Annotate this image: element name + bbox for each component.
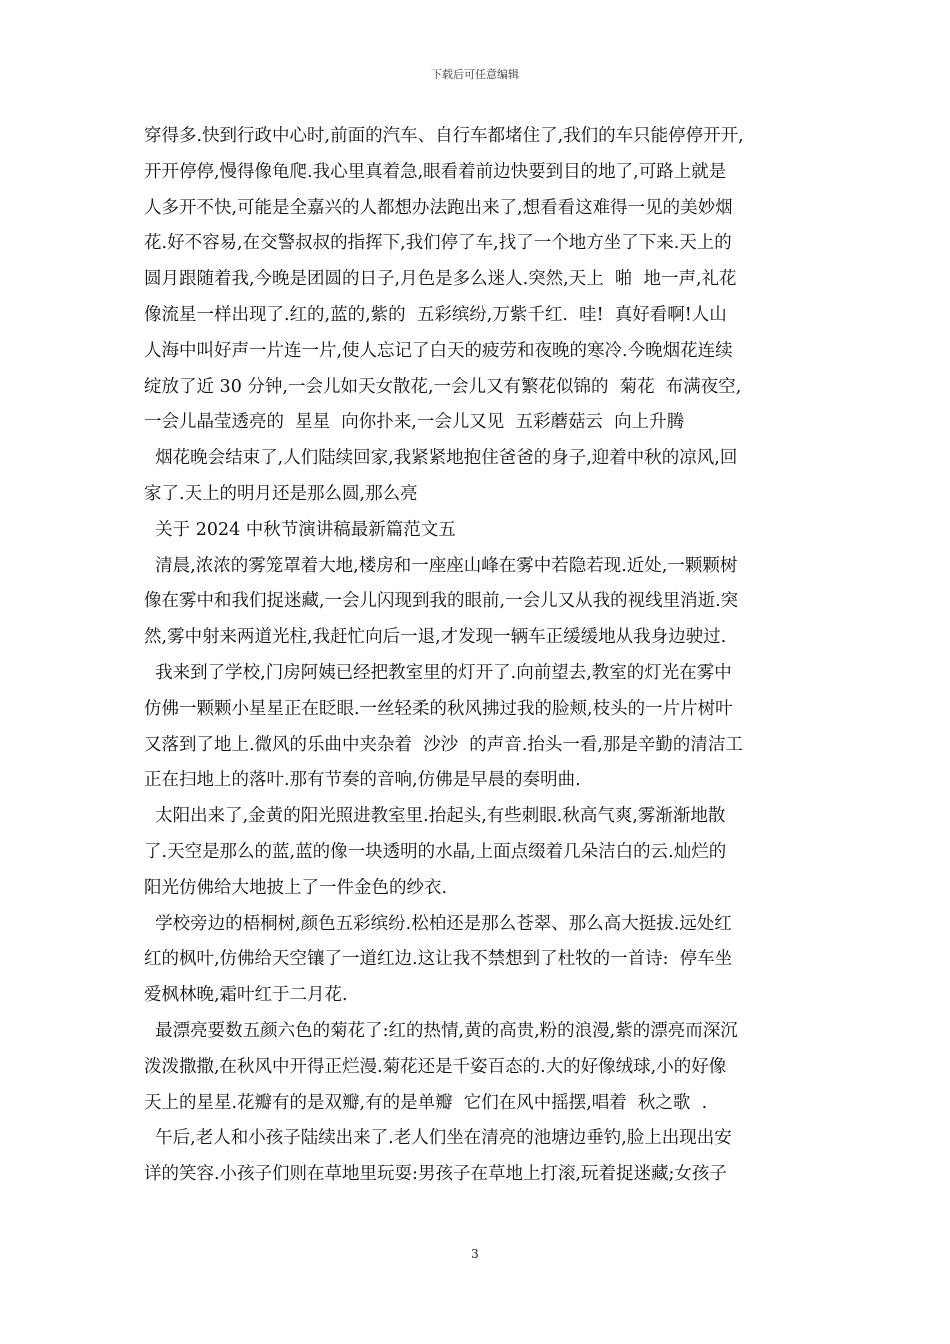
document-body — [144, 119, 810, 1193]
text-line: 正在扫地上的落叶.那有节奏的音响,仿佛是早晨的奏明曲. — [144, 770, 581, 791]
text-line: 太阳出来了,金黄的阳光照进教室里.抬起头,有些刺眼.秋高气爽,雾渐渐地散 — [144, 806, 726, 827]
text-line: 人海中叫好声一片连一片,使人忘记了白天的疲劳和夜晚的寒冷.今晚烟花连续 — [144, 340, 733, 361]
text-line: 一会儿晶莹透亮的 星星 向你扑来,一会儿又见 五彩蘑菇云 向上升腾 — [144, 412, 685, 433]
text-line: 像流星一样出现了.红的,蓝的,紫的 五彩缤纷,万紫千红. 哇! 真好看啊!人山 — [144, 304, 727, 325]
text-line: 天上的星星.花瓣有的是双瓣,有的是单瓣 它们在风中摇摆,唱着 秋之歌 . — [144, 1092, 708, 1113]
text-line: 红的枫叶,仿佛给天空镶了一道红边.这让我不禁想到了杜牧的一首诗: 停车坐 — [144, 949, 733, 970]
text-line: 最漂亮要数五颜六色的菊花了:红的热情,黄的高贵,粉的浪漫,紫的漂亮而深沉 — [144, 1020, 738, 1041]
text-line: 然,雾中射来两道光柱,我赶忙向后一退,才发现一辆车正缓缓地从我身边驶过. — [144, 627, 727, 648]
text-line: 清晨,浓浓的雾笼罩着大地,楼房和一座座山峰在雾中若隐若现.近处,一颗颗树 — [144, 555, 738, 576]
text-line: 像在雾中和我们捉迷藏,一会儿闪现到我的眼前,一会儿又从我的视线里消逝.突 — [144, 591, 739, 612]
text-line: 泼泼撒撒,在秋风中开得正烂漫.菊花还是千姿百态的.大的好像绒球,小的好像 — [144, 1056, 727, 1077]
text-line: 穿得多.快到行政中心时,前面的汽车、自行车都堵住了,我们的车只能停停开开, — [144, 126, 744, 146]
text-line: 仿佛一颗颗小星星正在眨眼.一丝轻柔的秋风拂过我的脸颊,枝头的一片片树叶 — [144, 698, 733, 719]
page-header: 下载后可任意编辑 — [431, 68, 519, 81]
text-line: 又落到了地上.微风的乐曲中夹杂着 沙沙 的声音.抬头一看,那是辛勤的清洁工 — [144, 734, 743, 755]
text-line: 详的笑容.小孩子们则在草地里玩耍:男孩子在草地上打滚,玩着捉迷藏;女孩子 — [144, 1164, 727, 1185]
text-line: 阳光仿佛给大地披上了一件金色的纱衣. — [144, 877, 448, 898]
text-line: 了.天空是那么的蓝,蓝的像一块透明的水晶,上面点缀着几朵洁白的云.灿烂的 — [144, 841, 727, 862]
text-line: 人多开不快,可能是全嘉兴的人都想办法跑出来了,想看看这难得一见的美妙烟 — [144, 197, 733, 218]
text-line: 爱枫林晚,霜叶红于二月花. — [144, 985, 348, 1006]
text-line: 午后,老人和小孩子陆续出来了.老人们坐在清亮的池塘边垂钓,脸上出现出安 — [144, 1128, 732, 1149]
text-line: 烟花晚会结束了,人们陆续回家,我紧紧地抱住爸爸的身子,迎着中秋的凉风,回 — [144, 448, 738, 469]
page-number: 3 — [471, 1247, 479, 1261]
text-line: 开开停停,慢得像龟爬.我心里真着急,眼看着前边快要到目的地了,可路上就是 — [144, 161, 727, 182]
text-line: 我来到了学校,门房阿姨已经把教室里的灯开了.向前望去,教室的灯光在雾中 — [144, 662, 732, 683]
text-line: 绽放了近 30 分钟,一会儿如天女散花,一会儿又有繁花似锦的 菊花 布满夜空, — [144, 376, 742, 397]
text-line: 家了.天上的明月还是那么圆,那么亮 — [144, 483, 418, 504]
text-line: 圆月跟随着我,今晚是团圆的日子,月色是多么迷人.突然,天上 啪 地一声,礼花 — [144, 269, 737, 290]
text-line: 学校旁边的梧桐树,颜色五彩缤纷.松柏还是那么苍翠、那么高大挺拔.远处红 — [144, 913, 732, 934]
text-line: 花.好不容易,在交警叔叔的指挥下,我们停了车,找了一个地方坐了下来.天上的 — [144, 233, 732, 254]
text-line: 关于 2024 中秋节演讲稿最新篇范文五 — [144, 519, 456, 540]
